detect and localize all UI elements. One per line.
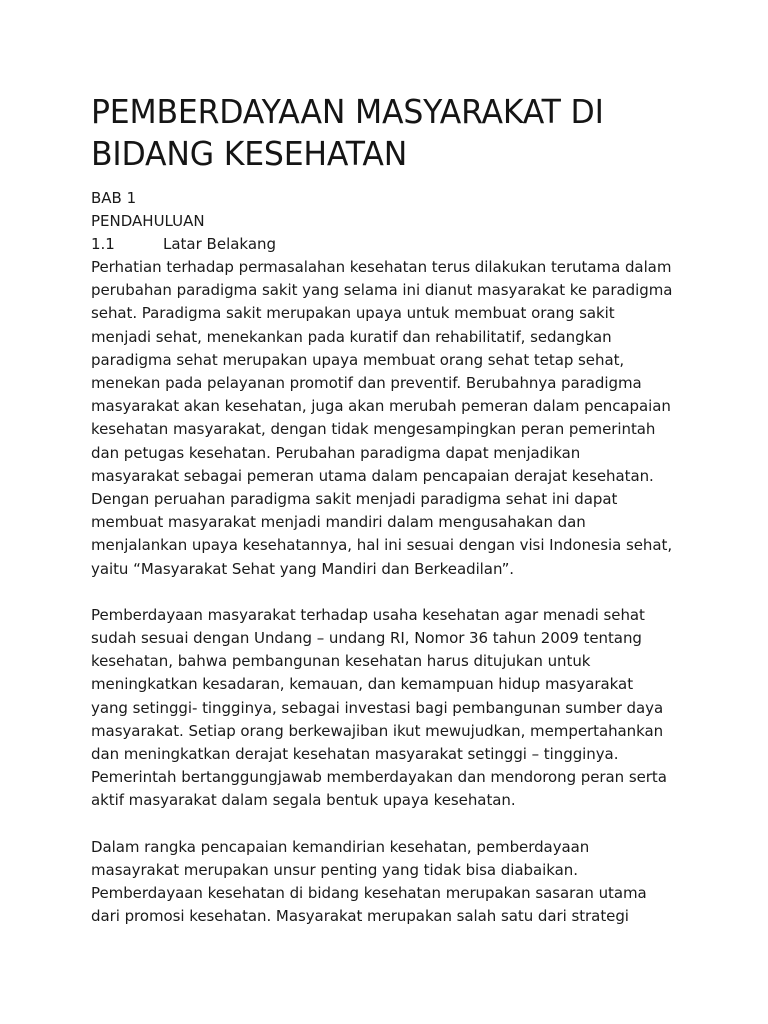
paragraph-line: membuat masyarakat menjadi mandiri dalam mengusahakan dan: [91, 513, 586, 532]
section-number: 1.1: [91, 235, 115, 253]
paragraph-line: Perhatian terhadap permasalahan kesehatan terus dilakukan terutama dalam: [91, 258, 672, 276]
paragraph: [91, 604, 691, 813]
paragraph-line: Dengan peruahan paradigma sakit menjadi paradigma sehat ini dapat: [91, 490, 618, 509]
paragraph-line: Dalam rangka pencapaian kemandirian kesehatan, pemberdayaan: [91, 837, 590, 856]
paragraph-line: paradigma sehat merupakan upaya membuat orang sehat tetap sehat,: [91, 350, 625, 369]
paragraph-line: dan petugas kesehatan. Perubahan paradigma dapat menjadikan: [91, 443, 581, 462]
paragraph-line: Pemberdayaan kesehatan di bidang kesehatan merupakan sasaran utama: [91, 884, 647, 903]
chapter-title: PENDAHULUAN: [91, 212, 205, 230]
paragraph-line: yaitu “Masyarakat Sehat yang Mandiri dan Berkeadilan”.: [91, 559, 515, 578]
paragraph-line: masyarakat. Setiap orang berkewajiban ikut mewujudkan, mempertahankan: [91, 721, 664, 740]
chapter-label: BAB 1: [91, 189, 137, 207]
title-line: BIDANG KESEHATAN: [91, 135, 408, 174]
paragraph-line: dan meningkatkan derajat kesehatan masyarakat setinggi – tingginya.: [91, 745, 619, 764]
paragraph-line: menekan pada pelayanan promotif dan preventif. Berubahnya paradigma: [91, 374, 642, 393]
paragraph-line: menjalankan upaya kesehatannya, hal ini sesuai dengan visi Indonesia sehat,: [91, 536, 673, 555]
paragraph-line: masayrakat merupakan unsur penting yang tidak bisa diabaikan.: [91, 860, 578, 879]
paragraph-line: masyarakat sebagai pemeran utama dalam pencapaian derajat kesehatan.: [91, 466, 654, 485]
document-title: [91, 92, 691, 175]
paragraph-line: kesehatan masyarakat, dengan tidak mengesampingkan peran pemerintah: [91, 420, 656, 439]
paragraph-line: perubahan paradigma sakit yang selama ini dianut masyarakat ke paradigma: [91, 281, 673, 300]
paragraph-line: Pemberdayaan masyarakat terhadap usaha kesehatan agar menadi sehat: [91, 605, 645, 624]
paragraph: [91, 836, 691, 929]
document-page: [91, 92, 691, 951]
paragraph-line: menjadi sehat, menekankan pada kuratif dan rehabilitatif, sedangkan: [91, 327, 612, 346]
paragraph-line: Pemerintah bertanggungjawab memberdayakan dan mendorong peran serta: [91, 768, 667, 787]
paragraph-line: aktif masyarakat dalam segala bentuk upaya kesehatan.: [91, 791, 516, 810]
paragraph-line: meningkatkan kesadaran, kemauan, dan kemampuan hidup masyarakat: [91, 675, 634, 694]
paragraph-line: kesehatan, bahwa pembangunan kesehatan harus ditujukan untuk: [91, 652, 591, 671]
title-line: PEMBERDAYAAN MASYARAKAT DI: [91, 94, 604, 132]
paragraph-line: yang setinggi- tingginya, sebagai investasi bagi pembangunan sumber daya: [91, 698, 664, 717]
paragraph-line: dari promosi kesehatan. Masyarakat merupakan salah satu dari strategi: [91, 907, 629, 926]
paragraph-line: sudah sesuai dengan Undang – undang RI, Nomor 36 tahun 2009 tentang: [91, 629, 642, 648]
section-heading: [91, 233, 691, 256]
paragraph: [91, 256, 691, 581]
body-text: [91, 256, 691, 928]
section-title: Latar Belakang: [163, 235, 277, 253]
paragraph-line: sehat. Paradigma sakit merupakan upaya untuk membuat orang sakit: [91, 304, 615, 323]
paragraph-line: masyarakat akan kesehatan, juga akan merubah pemeran dalam pencapaian: [91, 397, 671, 416]
